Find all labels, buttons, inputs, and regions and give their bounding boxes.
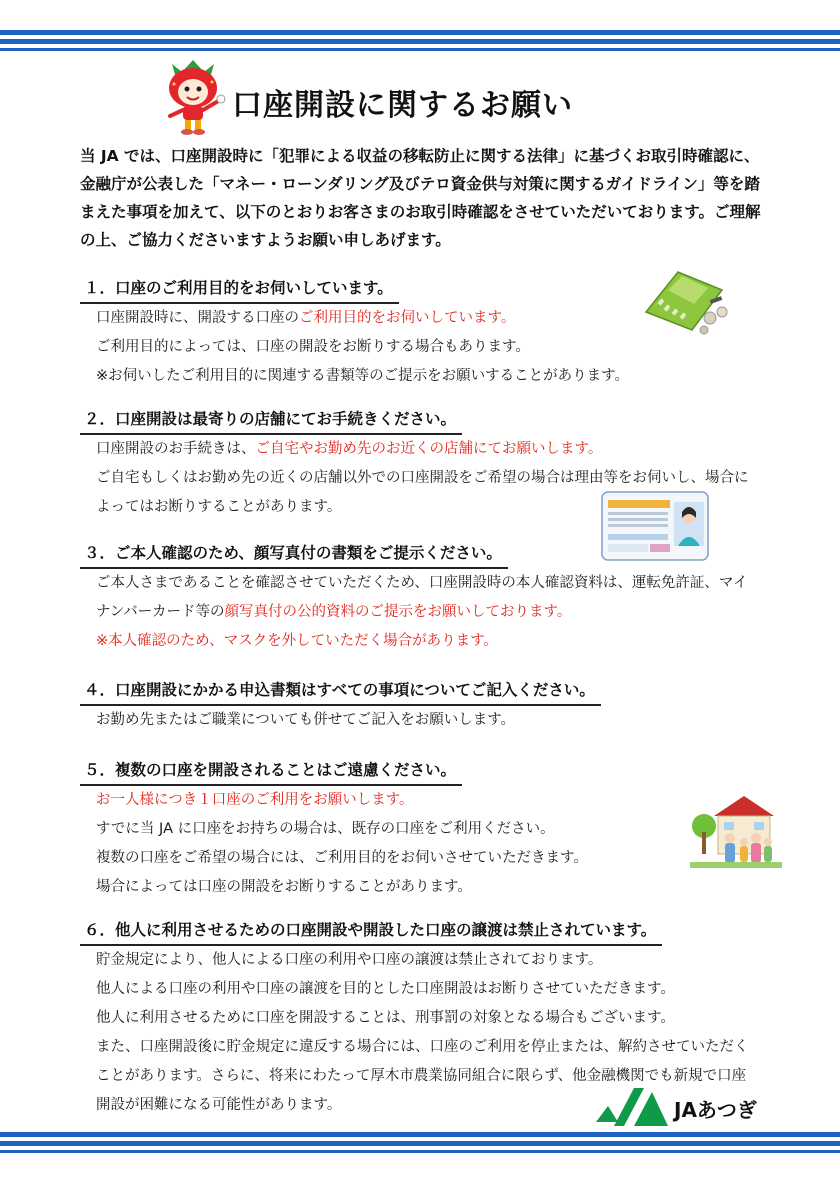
- section-heading: ５．複数の口座を開設されることはご遠慮ください。: [80, 758, 462, 786]
- body-text: また、口座開設後に貯金規定に違反する場合には、口座のご利用を停止または、解約させていただくことがあります。さらに、将来にわたって厚木市農業協同組合に限らず、他金融機関でも新規で口座開設が困難になる可能性があります。: [96, 1039, 749, 1113]
- body-text: ご自宅もしくはお勤め先の近くの店舗以外での口座開設をご希望の場合は理由等をお伺いし、場合によってはお断りすることがあります。: [96, 470, 749, 515]
- section-heading: ２．口座開設は最寄りの店舗にてお手続きください。: [80, 407, 462, 435]
- emphasis-text: ご自宅やお勤め先のお近くの店舗にてお願いします。: [255, 441, 603, 457]
- bottom-stripe-band: [0, 1132, 840, 1157]
- ja-atsugi-logo: [594, 1084, 764, 1128]
- section-heading: １．口座のご利用目的をお伺いしています。: [80, 276, 399, 304]
- body-text: 口座開設時に、開設する口座の: [96, 310, 299, 326]
- id-card-icon: [600, 490, 710, 562]
- body-text: 貯金規定により、他人による口座の利用や口座の譲渡は禁止されております。: [96, 952, 603, 968]
- calculator-coins-icon: [638, 268, 730, 340]
- section-fill-forms: [80, 678, 760, 735]
- intro-paragraph: 当 JA では、口座開設時に「犯罪による収益の移転防止に関する法律」に基づくお取引時確認に、金融庁が公表した「マネー・ローンダリング及びテロ資金供与対策に関するガイドライン」等を踏まえた事項を加えて、以下のとおりお客さまのお取引時確認をさせていただいております。ご理解の上、ご協力くださいますようお願い申しあげます。: [80, 147, 761, 249]
- family-house-icon: [690, 792, 782, 868]
- body-text: 他人による口座の利用や口座の譲渡を目的とした口座開設はお断りさせていただきます。: [96, 981, 675, 997]
- emphasis-text: お一人様につき１口座のご利用をお願いします。: [96, 792, 414, 808]
- top-stripe-band: [0, 30, 840, 55]
- body-text: お勤め先またはご職業についても併せてご記入をお願いします。: [96, 712, 516, 728]
- body-text: 複数の口座をご希望の場合には、ご利用目的をお伺いさせていただきます。: [96, 850, 588, 866]
- body-text: 場合によっては口座の開設をお断りすることがあります。: [96, 879, 472, 895]
- body-text: ご本人さまであることを確認させていただくため、口座開設時の本人確認資料は、運転免許証、マイナンバーカード等の: [96, 575, 748, 620]
- section-heading: ３．ご本人確認のため、顔写真付の書類をご提示ください。: [80, 541, 508, 569]
- strawberry-mascot-icon: [158, 56, 228, 136]
- section-multiple-accounts: [80, 758, 760, 902]
- emphasis-text: 顔写真付の公的資料のご提示をお願いしております。: [224, 604, 572, 620]
- body-text: 他人に利用させるために口座を開設することは、刑事罰の対象となる場合もございます。: [96, 1010, 675, 1026]
- body-text: 口座開設のお手続きは、: [96, 441, 256, 457]
- section-heading: ６．他人に利用させるための口座開設や開設した口座の譲渡は禁止されています。: [80, 918, 662, 946]
- body-text: ご利用目的によっては、口座の開設をお断りする場合もあります。: [96, 339, 530, 355]
- body-text: すでに当 JA に口座をお持ちの場合は、既存の口座をご利用ください。: [96, 821, 555, 837]
- emphasis-text: ご利用目的をお伺いしています。: [299, 310, 516, 326]
- page-title: 口座開設に関するお願い: [232, 88, 573, 123]
- logo-text: JAあつぎ: [674, 1098, 757, 1122]
- body-text: ※お伺いしたご利用目的に関連する書類等のご提示をお願いすることがあります。: [96, 368, 629, 384]
- section-heading: ４．口座開設にかかる申込書類はすべての事項についてご記入ください。: [80, 678, 601, 706]
- ja-logo-mark-icon: [594, 1084, 670, 1128]
- emphasis-text: ※本人確認のため、マスクを外していただく場合があります。: [96, 633, 498, 649]
